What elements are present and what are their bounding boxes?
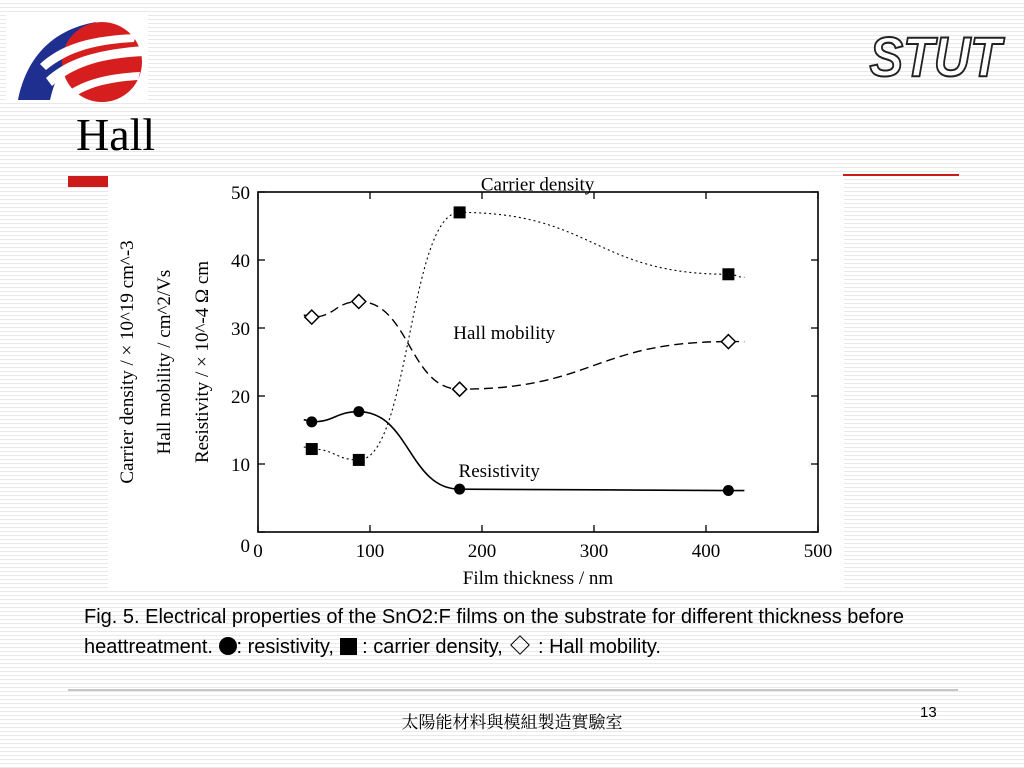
- x-tick-label: 300: [579, 541, 609, 562]
- series-label: Resistivity: [458, 461, 540, 483]
- x-tick-label: 400: [691, 541, 721, 562]
- resistivity-point: [306, 416, 317, 427]
- x-tick-label: 0: [253, 541, 263, 562]
- series-line-diamond: [304, 301, 745, 389]
- stut-logo: [866, 24, 1006, 88]
- hall-mobility-point: [721, 335, 735, 349]
- series-label: Hall mobility: [453, 323, 556, 345]
- caption-density: : carrier density,: [362, 636, 503, 658]
- chart-figure: [108, 177, 844, 590]
- title-accent-line: [843, 174, 959, 176]
- university-emblem-icon: [6, 14, 148, 102]
- footer-lab-name: 太陽能材料與模組製造實驗室: [401, 713, 623, 733]
- carrier-density-point: [306, 443, 318, 455]
- figure-caption: [84, 602, 950, 662]
- stut-logo-text: STUT: [869, 26, 1002, 88]
- y-axis-label: Resistivity / × 10^-4 Ω cm: [192, 260, 213, 464]
- caption-resistivity: : resistivity,: [236, 636, 334, 658]
- resistivity-point: [353, 406, 364, 417]
- slide-title: Hall: [76, 109, 156, 160]
- caption-lead: Fig. 5. Electrical properties of the SnO2:F films on the substrate for different thickness before heattreatment.: [84, 606, 905, 658]
- resistivity-point: [454, 484, 465, 495]
- y-tick-label: 0: [240, 536, 250, 557]
- filled-square-icon: [340, 638, 357, 655]
- carrier-density-point: [454, 206, 466, 218]
- caption-mobility: : Hall mobility.: [537, 636, 661, 658]
- x-axis-label: Film thickness / nm: [462, 568, 614, 589]
- series-label: Carrier density: [480, 177, 595, 196]
- open-diamond-icon: [511, 635, 531, 655]
- hall-mobility-point: [453, 382, 467, 396]
- x-tick-label: 200: [467, 541, 497, 562]
- x-tick-label: 100: [355, 541, 385, 562]
- page-number: 13: [920, 704, 937, 721]
- footer-divider: [68, 689, 958, 691]
- y-tick-label: 20: [231, 387, 250, 408]
- hall-mobility-point: [305, 310, 319, 324]
- y-axis-label: Hall mobility / cm^2/Vs: [154, 269, 175, 455]
- electrical-properties-chart: [108, 177, 844, 590]
- resistivity-point: [723, 485, 734, 496]
- filled-circle-icon: [219, 637, 237, 655]
- y-tick-label: 50: [231, 183, 250, 204]
- y-axis-label: Carrier density / × 10^19 cm^-3: [117, 240, 138, 484]
- carrier-density-point: [722, 268, 734, 280]
- hall-mobility-point: [352, 294, 366, 308]
- x-tick-label: 500: [803, 541, 833, 562]
- carrier-density-point: [353, 454, 365, 466]
- y-tick-label: 40: [231, 251, 250, 272]
- title-accent-bar: [68, 176, 108, 187]
- y-tick-label: 10: [231, 455, 250, 476]
- university-emblem: [6, 14, 148, 102]
- y-tick-label: 30: [231, 319, 250, 340]
